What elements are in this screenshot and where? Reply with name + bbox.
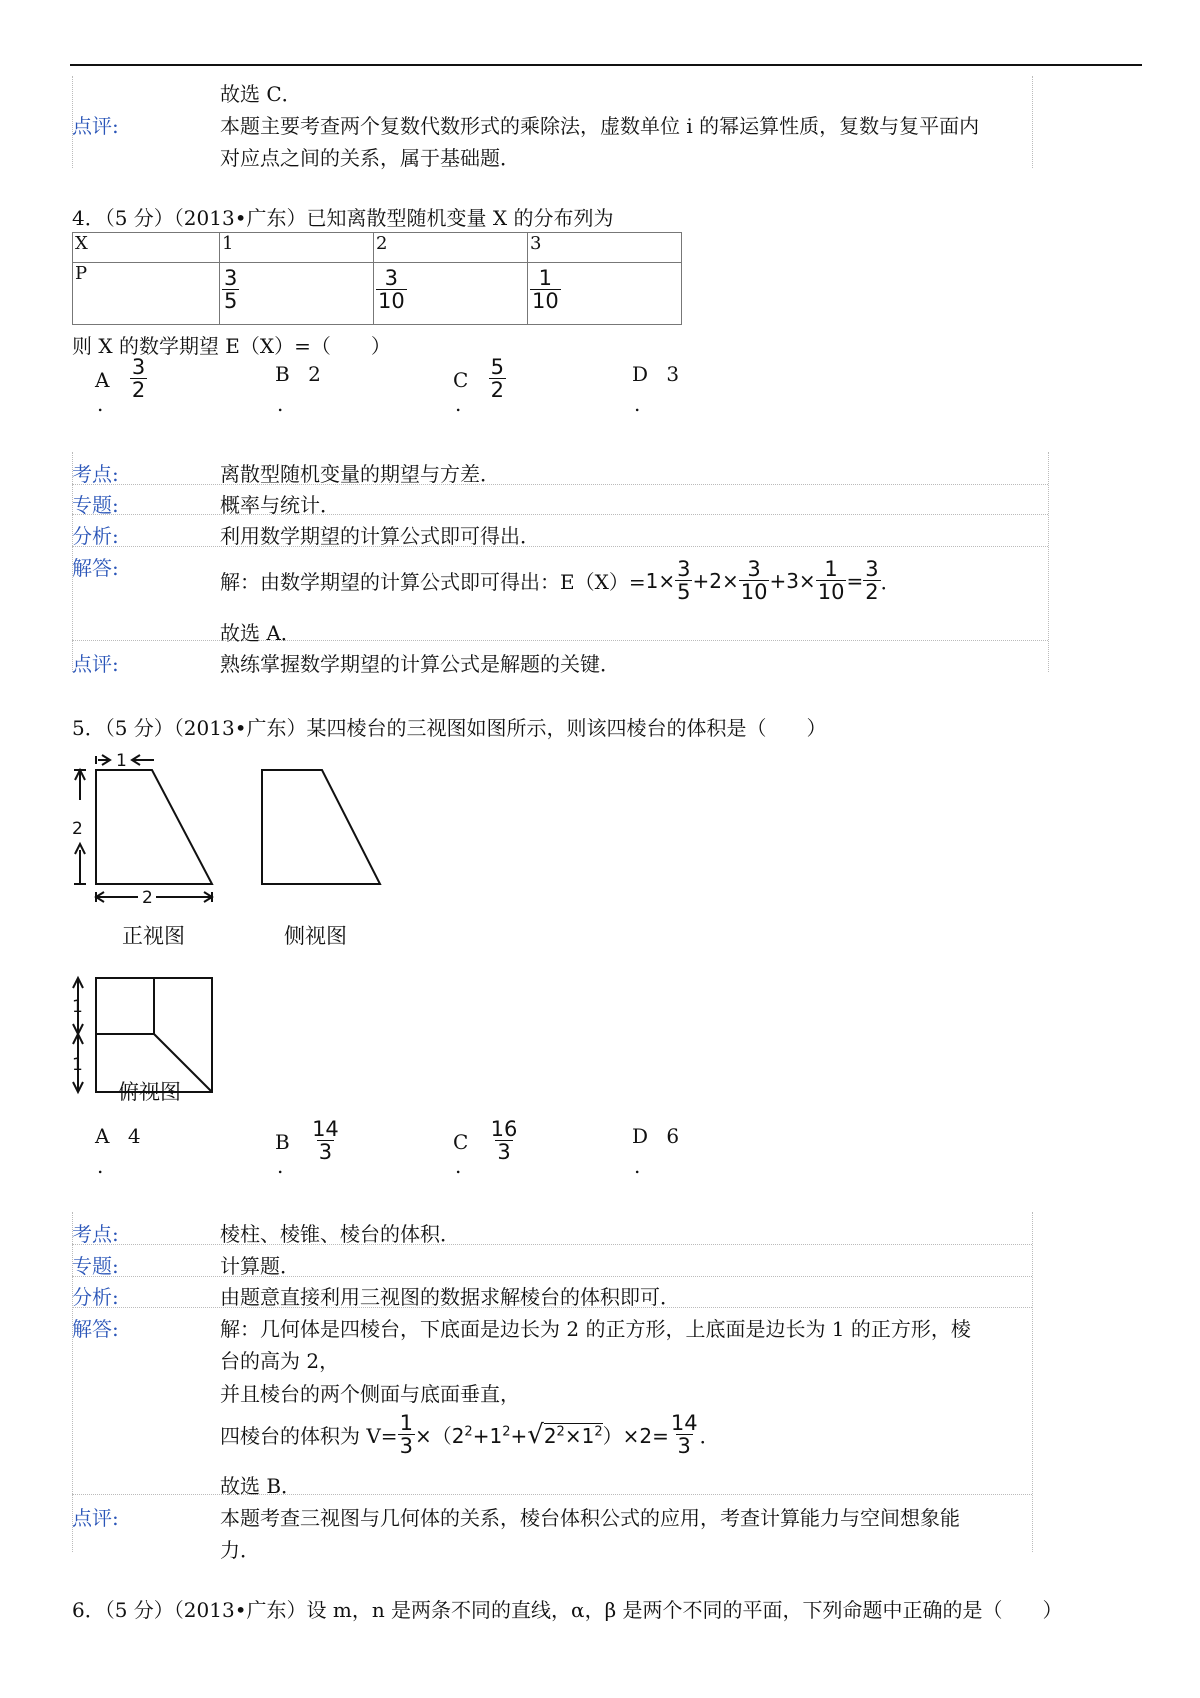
option-dot: . — [455, 392, 462, 416]
table-cell — [220, 263, 374, 325]
q6-stem: 6．（5 分）（2013•广东）设 m，n 是两条不同的直线，α，β 是两个不同的平面，下列命题中正确的是（ ） — [72, 1598, 1063, 1622]
option-b[interactable] — [275, 362, 321, 386]
kaodian-label: 考点: — [72, 1222, 119, 1246]
frac-num: 3 — [677, 557, 691, 581]
formula-term: ）×2= — [602, 1424, 669, 1449]
front-view-shape — [96, 770, 212, 884]
formula-term: ． — [880, 570, 901, 595]
zhuanti-label: 专题: — [72, 1254, 119, 1278]
formula-term: = — [846, 568, 864, 593]
option-letter: A — [95, 1124, 110, 1148]
jieda-line2: 台的高为 2， — [220, 1349, 340, 1373]
zhuanti-text: 概率与统计． — [220, 493, 340, 517]
frac-num: 1 — [538, 266, 553, 290]
dianping-text: 熟练掌握数学期望的计算公式是解题的关键． — [220, 652, 620, 676]
table-cell: P — [73, 263, 220, 325]
prev-conclusion: 故选 C． — [220, 82, 302, 106]
distribution-table — [72, 232, 682, 325]
frac-den: 2 — [131, 378, 146, 403]
frac-den: 2 — [490, 378, 505, 403]
formula-term: 1× — [645, 568, 676, 593]
formula-term: ． — [699, 1424, 720, 1449]
kaodian-text: 棱柱、棱锥、棱台的体积． — [220, 1222, 460, 1246]
zhuanti-text: 计算题． — [220, 1254, 300, 1278]
top-view-caption: 俯视图 — [118, 1080, 181, 1104]
frac-den: 2 — [865, 580, 879, 605]
option-dot: . — [455, 1154, 462, 1178]
header-rule — [70, 64, 1142, 66]
frac-den: 10 — [378, 289, 405, 314]
fenxi-label: 分析: — [72, 524, 119, 548]
q4-stem: 4．（5 分）（2013•广东）已知离散型随机变量 X 的分布列为 — [72, 206, 614, 230]
q5-stem: 5．（5 分）（2013•广东）某四棱台的三视图如图所示，则该四棱台的体积是（ ） — [72, 716, 827, 740]
option-value: 4 — [127, 1124, 141, 1148]
option-letter: D — [632, 362, 649, 386]
option-letter: B — [275, 1130, 290, 1155]
fenxi-text: 由题意直接利用三视图的数据求解棱台的体积即可． — [220, 1285, 680, 1309]
frac-den: 3 — [497, 1140, 511, 1165]
dianping-line2: 力． — [220, 1538, 260, 1562]
table-cell: 3 — [528, 233, 682, 263]
fenxi-text: 利用数学期望的计算公式即可得出． — [220, 524, 540, 548]
dotted-border — [72, 76, 73, 168]
frac-num: 1 — [824, 557, 838, 581]
prev-comment-line2: 对应点之间的关系，属于基础题． — [220, 146, 520, 170]
kaodian-text: 离散型随机变量的期望与方差． — [220, 462, 500, 486]
frac-num: 14 — [312, 1117, 339, 1141]
option-value: 6 — [666, 1124, 680, 1148]
formula-term: +3× — [769, 568, 816, 593]
frac-num: 14 — [670, 1411, 698, 1435]
frac-den: 5 — [224, 289, 238, 314]
dim-label-top2: 1 — [72, 1055, 83, 1075]
option-d[interactable] — [632, 1124, 679, 1148]
dotted-border — [1032, 76, 1033, 168]
dim-label-top1: 1 — [72, 997, 83, 1017]
frac-num: 5 — [490, 355, 505, 379]
option-letter: C — [453, 1130, 469, 1155]
frac-num: 3 — [865, 557, 879, 581]
option-a[interactable] — [95, 1124, 141, 1148]
dotted-border — [1032, 1212, 1033, 1552]
frac-num: 3 — [384, 266, 399, 290]
dotted-rule — [72, 546, 1048, 547]
frac-den: 10 — [817, 580, 845, 605]
frac-num: 1 — [399, 1411, 413, 1435]
frac-den: 3 — [318, 1140, 333, 1165]
option-c[interactable] — [453, 1117, 519, 1165]
jieda-line1: 解：几何体是四棱台，下底面是边长为 2 的正方形，上底面是边长为 1 的正方形，棱 — [220, 1317, 971, 1341]
option-dot: . — [277, 392, 284, 416]
jieda-label: 解答: — [72, 1317, 119, 1341]
dianping-label: 点评: — [72, 652, 119, 676]
q5-conclusion: 故选 B． — [220, 1474, 302, 1498]
table-cell: 2 — [374, 233, 528, 263]
option-b[interactable] — [275, 1117, 341, 1165]
option-d[interactable] — [632, 362, 679, 386]
dotted-rule — [72, 1244, 1032, 1245]
frac-den: 5 — [677, 580, 691, 605]
q4-question: 则 X 的数学期望 E（X）=（ ） — [72, 334, 391, 358]
side-view-caption: 侧视图 — [284, 924, 347, 948]
option-value: 3 — [666, 362, 680, 386]
option-dot: . — [97, 392, 104, 416]
fenxi-label: 分析: — [72, 1285, 119, 1309]
solution-prefix: 四棱台的体积为 V= — [220, 1424, 398, 1449]
frac-den: 3 — [677, 1434, 691, 1459]
solution-prefix: 解：由数学期望的计算公式即可得出：E（X）= — [220, 570, 646, 595]
dim-label-top: 1 — [116, 751, 127, 771]
formula-term: +2× — [692, 568, 739, 593]
kaodian-label: 考点: — [72, 462, 119, 486]
option-dot: . — [97, 1154, 104, 1178]
table-cell — [374, 263, 528, 325]
dianping-label: 点评: — [72, 1506, 119, 1530]
prev-comment-label: 点评: — [72, 114, 119, 138]
formula-term: ×（2 — [414, 1424, 465, 1449]
option-dot: . — [634, 1154, 641, 1178]
side-view-shape — [262, 770, 380, 884]
option-value: 2 — [308, 362, 321, 386]
table-cell: 1 — [220, 233, 374, 263]
dim-label-height: 2 — [72, 819, 83, 839]
dim-label-base: 2 — [142, 888, 153, 908]
option-dot: . — [277, 1154, 284, 1178]
option-letter: B — [275, 362, 290, 386]
q5-solution-formula — [220, 1412, 720, 1457]
frac-den: 3 — [399, 1434, 413, 1459]
dotted-rule — [72, 484, 1048, 485]
dotted-rule — [72, 1276, 1032, 1277]
formula-body: $^2+1^2+√2^2\times 1^2$ — [464, 1419, 603, 1450]
option-dot: . — [634, 392, 641, 416]
prev-comment-line1: 本题主要考查两个复数代数形式的乘除法，虚数单位 i 的幂运算性质，复数与复平面内 — [220, 114, 980, 138]
dotted-rule — [72, 514, 1048, 515]
frac-num: 3 — [224, 266, 238, 290]
frac-den: 10 — [532, 289, 559, 314]
q4-conclusion: 故选 A． — [220, 621, 301, 645]
q4-solution-formula — [220, 558, 901, 603]
frac-num: 3 — [131, 355, 146, 379]
dianping-line1: 本题考查三视图与几何体的关系，棱台体积公式的应用，考查计算能力与空间想象能 — [220, 1506, 960, 1530]
dotted-border — [1048, 452, 1049, 672]
table-cell: X — [73, 233, 220, 263]
dotted-rule — [72, 640, 1048, 641]
option-letter: A — [95, 368, 110, 393]
frac-den: 10 — [740, 580, 768, 605]
zhuanti-label: 专题: — [72, 493, 119, 517]
table-cell — [528, 263, 682, 325]
dotted-rule — [72, 1494, 1032, 1495]
frac-num: 16 — [490, 1117, 518, 1141]
front-view-caption: 正视图 — [122, 924, 185, 948]
jieda-label: 解答: — [72, 556, 119, 580]
option-letter: D — [632, 1124, 649, 1148]
jieda-line3: 并且棱台的两个侧面与底面垂直， — [220, 1382, 520, 1406]
option-letter: C — [453, 368, 469, 393]
frac-num: 3 — [747, 557, 761, 581]
